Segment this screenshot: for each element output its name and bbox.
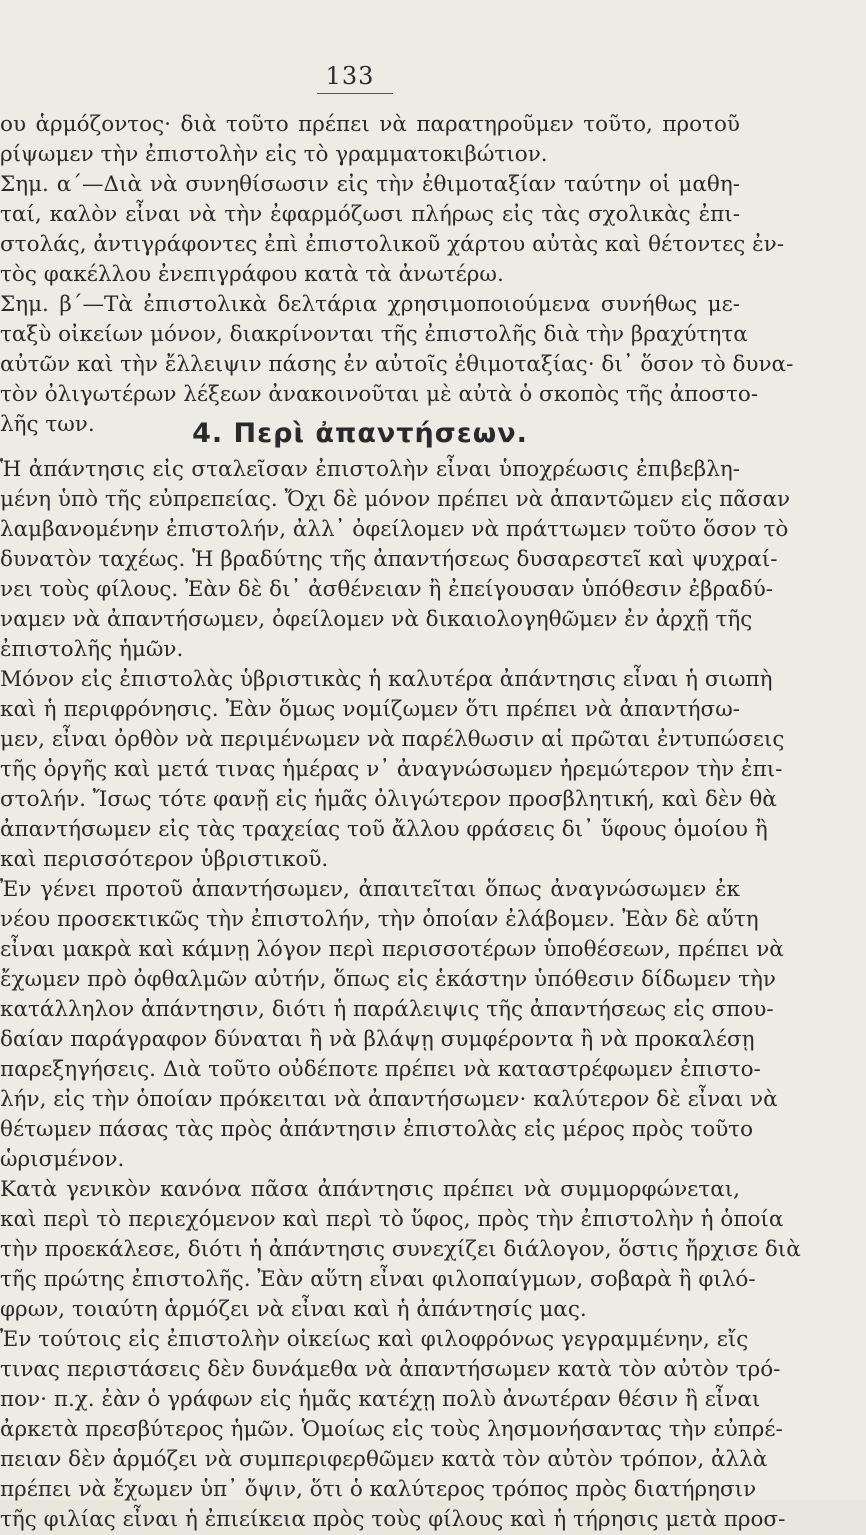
text-line: στολάς, ἀντιγράφοντες ἐπὶ ἐπιστολικοῦ χάρτου αὐτὰς καὶ θέτοντες ἐν- bbox=[0, 232, 784, 257]
text-line: ταξὺ οἰκείων μόνον, διακρίνονται τῆς ἐπιστολῆς διὰ τὴν βραχύτητα bbox=[0, 322, 748, 347]
text-line: τὸς φακέλλου ἐνεπιγράφου κατὰ τὰ ἀνωτέρω. bbox=[0, 262, 504, 287]
text-line: τῆς φιλίας εἶναι ἡ ἐπιείκεια πρὸς τοὺς φίλους καὶ ἡ τήρησις μετὰ προσ- bbox=[0, 1507, 786, 1532]
text-line: ὡρισμένον. bbox=[0, 1147, 125, 1172]
text-line: Σημ. α΄—Διὰ νὰ συνηθίσωσιν εἰς τὴν ἐθιμοταξίαν ταύτην οἱ μαθη- bbox=[0, 172, 740, 197]
text-line: τινας περιστάσεις δὲν δυνάμεθα νὰ ἀπαντήσωμεν κατὰ τὸν αὐτὸν τρό- bbox=[0, 1357, 781, 1382]
text-line: πειαν δὲν ἁρμόζει νὰ συμπεριφερθῶμεν κατὰ τὸν αὐτὸν τρόπον, ἀλλὰ bbox=[0, 1447, 768, 1472]
text-line: πον· π.χ. ἐὰν ὁ γράφων εἰς ἡμᾶς κατέχῃ πολὺ ἀνωτέραν θέσιν ἢ εἶναι bbox=[0, 1387, 761, 1412]
text-line: λῆς των. bbox=[0, 412, 95, 437]
text-line: δαίαν παράγραφον δύναται ἢ νὰ βλάψῃ συμφέροντα ἢ νὰ προκαλέσῃ bbox=[0, 1027, 755, 1052]
text-line: εἶναι μακρὰ καὶ κάμνῃ λόγον περὶ περισσοτέρων ὑποθέσεων, πρέπει νὰ bbox=[0, 937, 784, 962]
text-line: ου ἁρμόζοντος· διὰ τοῦτο πρέπει νὰ παρατηροῦμεν τοῦτο, προτοῦ bbox=[0, 112, 740, 137]
text-line: ἐπιστολῆς ἡμῶν. bbox=[0, 637, 184, 662]
text-line: κατάλληλον ἀπάντησιν, διότι ἡ παράλειψις τῆς ἀπαντήσεως εἰς σπου- bbox=[0, 997, 774, 1022]
page-number: 133 bbox=[325, 62, 375, 90]
section-heading: 4. Περὶ ἀπαντήσεων. bbox=[192, 418, 528, 449]
intro-text-block bbox=[0, 110, 794, 440]
text-line: ἀρκετὰ πρεσβύτερος ἡμῶν. Ὁμοίως εἰς τοὺς λησμονήσαντας τὴν εὐπρέ- bbox=[0, 1417, 783, 1442]
text-line: ρίψωμεν τὴν ἐπιστολὴν εἰς τὸ γραμματοκιβώτιον. bbox=[0, 142, 548, 167]
text-line: δυνατὸν ταχέως. Ἡ βραδύτης τῆς ἀπαντήσεως δυσαρεστεῖ καὶ ψυχραί- bbox=[0, 547, 778, 572]
text-line: ταί, καλὸν εἶναι νὰ τὴν ἐφαρμόζωσι πλήρως εἰς τὰς σχολικὰς ἐπι- bbox=[0, 202, 740, 227]
text-line: φρων, τοιαύτη ἁρμόζει νὰ εἶναι καὶ ἡ ἀπάντησίς μας. bbox=[0, 1297, 587, 1322]
text-line: καὶ περὶ τὸ περιεχόμενον καὶ περὶ τὸ ὕφος, πρὸς τὴν ἐπιστολὴν ἡ ὁποία bbox=[0, 1207, 784, 1232]
text-line: ἔχωμεν πρὸ ὀφθαλμῶν αὐτήν, ὅπως εἰς ἑκάστην ὑπόθεσιν δίδωμεν τὴν bbox=[0, 967, 776, 992]
text-line: Σημ. β΄—Τὰ ἐπιστολικὰ δελτάρια χρησιμοποιούμενα συνήθως με- bbox=[0, 292, 740, 317]
text-line: λήν, εἰς τὴν ὁποίαν πρόκειται νὰ ἀπαντήσωμεν· καλύτερον δὲ εἶναι νὰ bbox=[0, 1087, 778, 1112]
text-line: παρεξηγήσεις. Διὰ τοῦτο οὐδέποτε πρέπει νὰ καταστρέφωμεν ἐπιστο- bbox=[0, 1057, 761, 1082]
text-line: Ἐν τούτοις εἰς ἐπιστολὴν οἰκείως καὶ φιλοφρόνως γεγραμμένην, εἴς bbox=[0, 1327, 749, 1352]
text-line: Ἐν γένει προτοῦ ἀπαντήσωμεν, ἀπαιτεῖται ὅπως ἀναγνώσωμεν ἐκ bbox=[0, 877, 740, 902]
text-line: τῆς πρώτης ἐπιστολῆς. Ἐὰν αὕτη εἶναι φιλοπαίγμων, σοβαρὰ ἢ φιλό- bbox=[0, 1267, 756, 1292]
text-line: τῆς ὀργῆς καὶ μετά τινας ἡμέρας ν᾽ ἀναγνώσωμεν ἠρεμώτερον τὴν ἐπι- bbox=[0, 757, 783, 782]
text-line: αὐτῶν καὶ τὴν ἔλλειψιν πάσης ἐν αὐτοῖς ἐθιμοταξίας· δι᾽ ὅσον τὸ δυνα- bbox=[0, 352, 794, 377]
text-line: καὶ περισσότερον ὑβριστικοῦ. bbox=[0, 847, 329, 872]
text-line: πρέπει νὰ ἔχωμεν ὑπ᾽ ὄψιν, ὅτι ὁ καλύτερος τρόπος πρὸς διατήρησιν bbox=[0, 1477, 757, 1502]
text-line: νει τοὺς φίλους. Ἐὰν δὲ δι᾽ ἀσθένειαν ἢ ἐπείγουσαν ὑπόθεσιν ἐβραδύ- bbox=[0, 577, 774, 602]
text-line: Μόνον εἰς ἐπιστολὰς ὑβριστικὰς ἡ καλυτέρα ἀπάντησις εἶναι ἡ σιωπὴ bbox=[0, 667, 773, 692]
text-line: λαμβανομένην ἐπιστολήν, ἀλλ᾽ ὀφείλομεν νὰ πράττωμεν τοῦτο ὅσον τὸ bbox=[0, 517, 789, 542]
text-line: ναμεν νὰ ἀπαντήσωμεν, ὀφείλομεν νὰ δικαιολογηθῶμεν ἐν ἀρχῇ τῆς bbox=[0, 607, 753, 632]
text-line: καὶ ἡ περιφρόνησις. Ἐὰν ὅμως νομίζωμεν ὅτι πρέπει νὰ ἀπαντήσω- bbox=[0, 697, 740, 722]
text-line: στολήν. Ἴσως τότε φανῇ εἰς ἡμᾶς ὀλιγώτερον προσβλητική, καὶ δὲν θὰ bbox=[0, 787, 777, 812]
text-line: θέτωμεν πάσας τὰς πρὸς ἀπάντησιν ἐπιστολὰς εἰς μέρος πρὸς τοῦτο bbox=[0, 1117, 754, 1142]
text-line: ἀπαντήσωμεν εἰς τὰς τραχείας τοῦ ἄλλου φράσεις δι᾽ ὕφους ὁμοίου ἢ bbox=[0, 817, 768, 842]
text-line: τὸν ὀλιγωτέρων λέξεων ἀνακοινοῦται μὲ αὐτὰ ὁ σκοπὸς τῆς ἀποστο- bbox=[0, 382, 759, 407]
page-number-rule bbox=[317, 93, 393, 94]
text-line: μεν, εἶναι ὀρθὸν νὰ περιμένωμεν νὰ παρέλθωσιν αἱ πρῶται ἐντυπώσεις bbox=[0, 727, 785, 752]
text-line: μένη ὑπὸ τῆς εὐπρεπείας. Ὄχι δὲ μόνον πρέπει νὰ ἀπαντῶμεν εἰς πᾶσαν bbox=[0, 487, 791, 512]
text-line: τὴν προεκάλεσε, διότι ἡ ἀπάντησις συνεχίζει διάλογον, ὅστις ἤρχισε διὰ bbox=[0, 1237, 801, 1262]
body-text-block bbox=[0, 455, 801, 1535]
text-line: Ἡ ἀπάντησις εἰς σταλεῖσαν ἐπιστολὴν εἶναι ὑποχρέωσις ἐπιβεβλη- bbox=[0, 457, 740, 482]
text-line: νέου προσεκτικῶς τὴν ἐπιστολήν, τὴν ὁποίαν ἐλάβομεν. Ἐὰν δὲ αὕτη bbox=[0, 907, 759, 932]
text-line: Κατὰ γενικὸν κανόνα πᾶσα ἀπάντησις πρέπει νὰ συμμορφώνεται, bbox=[0, 1177, 740, 1202]
